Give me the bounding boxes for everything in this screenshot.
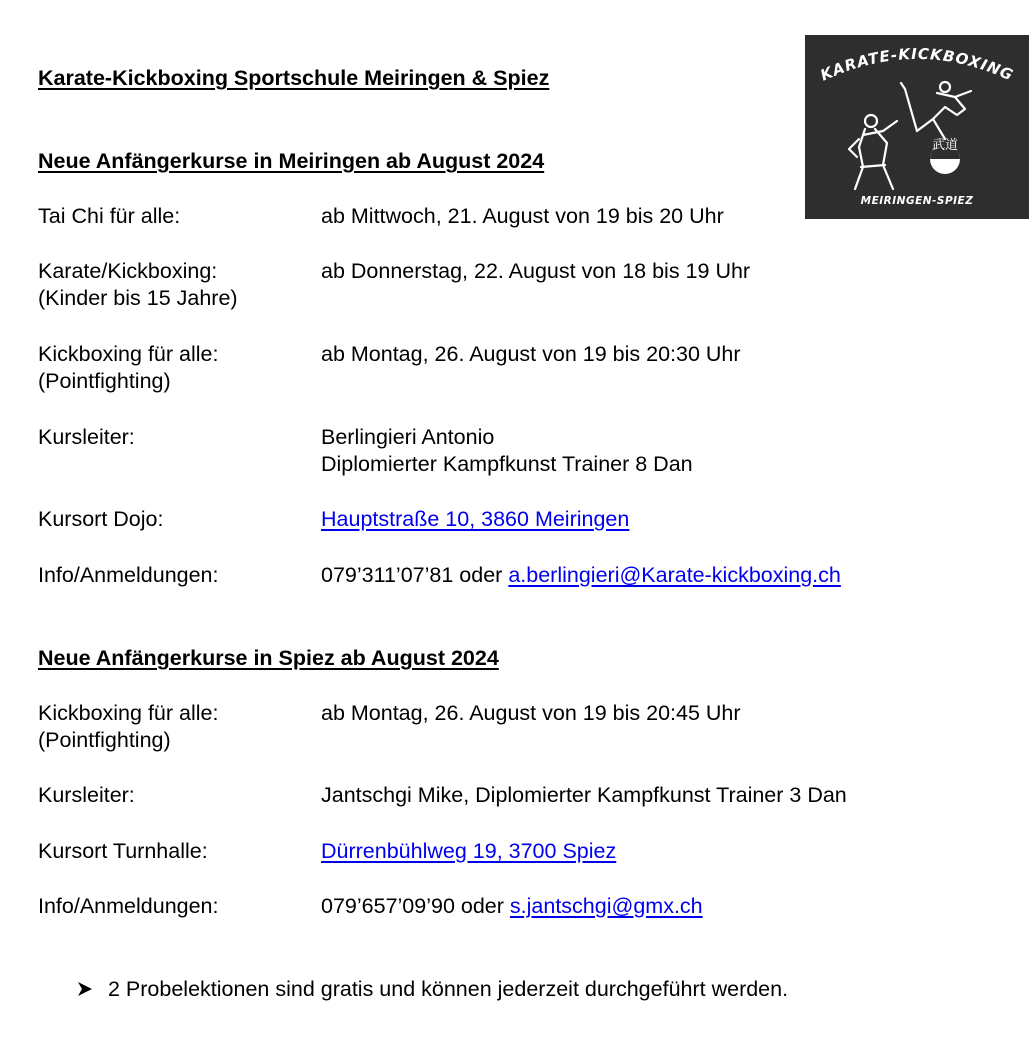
course-sublabel: (Pointfighting) <box>38 369 171 393</box>
location-label: Kursort Turnhalle: <box>38 839 208 863</box>
instructor-info: Jantschgi Mike, Diplomierter Kampfkunst Trainer 3 Dan <box>321 783 847 807</box>
info-label: Info/Anmeldungen: <box>38 894 219 918</box>
logo-kanji: 武道 <box>931 138 959 153</box>
fighters-icon <box>849 82 971 189</box>
trial-lessons-note: 2 Probelektionen sind gratis und können jederzeit durchgeführt werden. <box>108 977 789 1001</box>
oder-text: oder <box>459 563 503 587</box>
course-label: Karate/Kickboxing: <box>38 259 218 283</box>
phone-number: 079’657’09’90 <box>321 894 455 918</box>
course-label: Kickboxing für alle: <box>38 701 219 725</box>
course-schedule: ab Montag, 26. August von 19 bis 20:30 Uhr <box>321 342 741 366</box>
instructor-label: Kursleiter: <box>38 783 135 807</box>
location-label: Kursort Dojo: <box>38 507 164 531</box>
page-title: Karate-Kickboxing Sportschule Meiringen & Spiez <box>38 66 550 90</box>
course-sublabel: (Pointfighting) <box>38 728 171 752</box>
spiez-address-link[interactable]: Dürrenbühlweg 19, 3700 Spiez <box>321 839 617 863</box>
arrow-bullet-icon <box>76 980 94 998</box>
phone-number: 079’311’07’81 <box>321 563 454 587</box>
info-label: Info/Anmeldungen: <box>38 563 219 587</box>
instructor-label: Kursleiter: <box>38 425 135 449</box>
logo-bottom-text: MEIRINGEN-SPIEZ <box>860 195 974 207</box>
meiringen-email-link[interactable]: a.berlingieri@Karate-kickboxing.ch <box>508 563 841 587</box>
course-schedule: ab Mittwoch, 21. August von 19 bis 20 Uhr <box>321 204 724 228</box>
course-sublabel: (Kinder bis 15 Jahre) <box>38 286 238 310</box>
course-schedule: ab Donnerstag, 22. August von 18 bis 19 Uhr <box>321 259 751 283</box>
course-label: Tai Chi für alle: <box>38 204 181 228</box>
course-label: Kickboxing für alle: <box>38 342 219 366</box>
instructor-name: Berlingieri Antonio <box>321 425 495 449</box>
meiringen-heading: Neue Anfängerkurse in Meiringen ab August 2024 <box>38 149 545 173</box>
spiez-heading: Neue Anfängerkurse in Spiez ab August 2024 <box>38 646 499 670</box>
meiringen-address-link[interactable]: Hauptstraße 10, 3860 Meiringen <box>321 507 630 531</box>
oder-text: oder <box>460 894 504 918</box>
instructor-title: Diplomierter Kampfkunst Trainer 8 Dan <box>321 452 693 476</box>
course-schedule: ab Montag, 26. August von 19 bis 20:45 Uhr <box>321 701 741 725</box>
school-logo <box>805 35 1029 219</box>
spiez-email-link[interactable]: s.jantschgi@gmx.ch <box>509 894 703 918</box>
logo-top-text: KARATE-KICKBOXING <box>817 44 1017 85</box>
